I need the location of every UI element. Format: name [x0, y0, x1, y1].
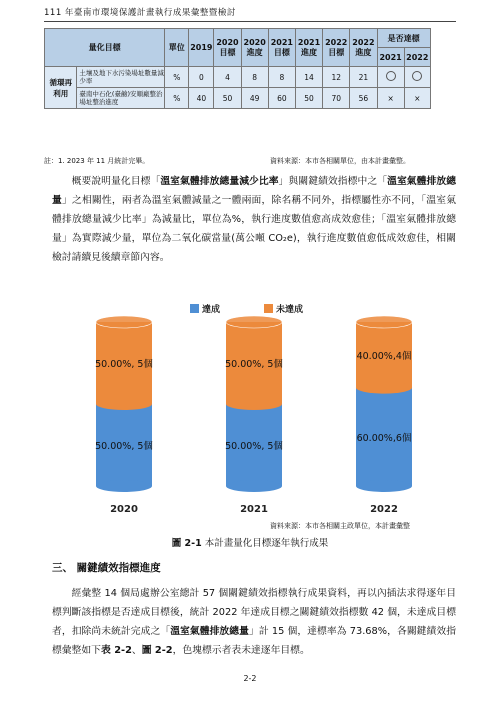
bar-top-cap — [356, 316, 412, 328]
col-2019: 2019 — [189, 29, 214, 67]
table-note: 註：1. 2023 年 11 月統計完畢。 — [44, 157, 150, 165]
col-2021-progress: 2021 進度 — [295, 29, 322, 67]
bar-top-cap — [96, 316, 152, 328]
legend-swatch — [190, 304, 199, 313]
col-2022-progress: 2022 進度 — [350, 29, 377, 67]
cell-2020-progress: 49 — [241, 88, 268, 109]
page-number: 2-2 — [243, 674, 257, 683]
cell-2020-goal: 50 — [214, 88, 241, 109]
data-label: 50.00%, 5個 — [225, 359, 283, 370]
cell-2019: 0 — [189, 67, 214, 88]
cell-2020-goal: 4 — [214, 67, 241, 88]
cell-2021-progress: 50 — [295, 88, 322, 109]
data-label: 50.00%, 5個 — [95, 359, 153, 370]
bar-top-cap — [226, 316, 282, 328]
col-2022-goal: 2022 目標 — [323, 29, 350, 67]
col-unit: 單位 — [165, 29, 189, 67]
cell-2020-progress: 8 — [241, 67, 268, 88]
category-cell: 循環再 利用 — [45, 67, 77, 109]
table-source: 資料來源：本市各相關單位，由本計畫彙整。 — [270, 157, 410, 165]
col-achieve-2021: 2021 — [377, 48, 404, 67]
bar-segment-base — [226, 398, 282, 410]
chart-source: 資料來源：本市各相關主政單位，本計畫彙整 — [270, 522, 410, 530]
bar-segment-base — [356, 382, 412, 394]
row-unit: % — [165, 67, 189, 88]
header-rule — [44, 21, 456, 22]
row-desc: 土壤及地下水污染場址數量減少率 — [77, 67, 165, 88]
col-achieve-2022: 2022 — [404, 48, 430, 67]
x-tick-label: 2022 — [370, 504, 398, 515]
row-unit: % — [165, 88, 189, 109]
x-tick-label: 2021 — [240, 504, 268, 515]
not-achieved-cross-icon: × — [377, 88, 404, 109]
cell-2019: 40 — [189, 88, 214, 109]
achieved-circle-icon — [404, 67, 430, 88]
cell-2022-progress: 56 — [350, 88, 377, 109]
col-achieve: 是否達標 — [377, 29, 430, 48]
paragraph-intro: 概要說明量化目標「溫室氣體排放總量減少比率」與關鍵績效指標中之「溫室氣體排放總量」之相關性，兩者為溫室氣體減量之一體兩面，除名稱不同外，指標屬性亦不同，「溫室氣體排放總量減少比率」為減量比，單位為%，執行進度數值愈高成效愈佳；「溫室氣體排放總量」為實際減少量，單位為二氧化碳當量(萬公噸 CO₂e)，執行進度數值愈低成效愈佳，相關檢討請續見後續章節內容。 — [52, 176, 457, 263]
bar-segment-base — [96, 398, 152, 410]
bar-segment-base — [226, 480, 282, 492]
figure-caption: 圖 2-1 本計畫量化目標逐年執行成果 — [171, 538, 329, 549]
col-goal: 量化目標 — [45, 29, 165, 67]
col-2021-goal: 2021 目標 — [268, 29, 295, 67]
legend-label: 達成 — [202, 305, 221, 315]
col-2020-progress: 2020 進度 — [241, 29, 268, 67]
cell-2021-goal: 60 — [268, 88, 295, 109]
cell-2022-progress: 21 — [350, 67, 377, 88]
data-label: 40.00%,4個 — [356, 350, 412, 362]
x-tick-label: 2020 — [110, 504, 138, 515]
cell-2021-goal: 8 — [268, 67, 295, 88]
stacked-bar-chart — [52, 300, 456, 520]
cell-2022-goal: 70 — [323, 88, 350, 109]
achieved-circle-icon — [377, 67, 404, 88]
running-header: 111 年臺南市環境保護計畫執行成果彙整暨檢討 — [44, 8, 236, 18]
data-label: 50.00%, 5個 — [225, 441, 283, 452]
legend-swatch — [264, 304, 273, 313]
quantified-goals-table — [44, 28, 456, 109]
bar-segment-base — [96, 480, 152, 492]
table-row — [45, 67, 456, 88]
paragraph-kpi: 經彙整 14 個局處辦公室總計 57 個關鍵績效指標執行成果資料，再以內插法求得逐年目標判斷該指標是否達成目標後，統計 2022 年達成目標之關鍵績效指標數 42 個，未達成目標者，扣除尚未統計完成之「溫室氣體排放總量」計 15 個，達標率為 73.68%，各關鍵績效指標彙整如下表 2-2、圖 2-2，色塊標示者表未達逐年目標。 — [52, 588, 457, 656]
data-label: 50.00%, 5個 — [95, 441, 153, 452]
col-2020-goal: 2020 目標 — [214, 29, 241, 67]
section-heading: 三、 關鍵績效指標進度 — [52, 562, 161, 574]
bar-segment-base — [356, 480, 412, 492]
table-row — [45, 88, 456, 109]
cell-2022-goal: 12 — [323, 67, 350, 88]
legend-label: 未達成 — [276, 305, 304, 315]
data-label: 60.00%,6個 — [356, 432, 412, 444]
cell-2021-progress: 14 — [295, 67, 322, 88]
not-achieved-cross-icon: × — [404, 88, 430, 109]
row-desc: 臺南中石化(臺鹼)安順廠整治場址整治進度 — [77, 88, 165, 109]
